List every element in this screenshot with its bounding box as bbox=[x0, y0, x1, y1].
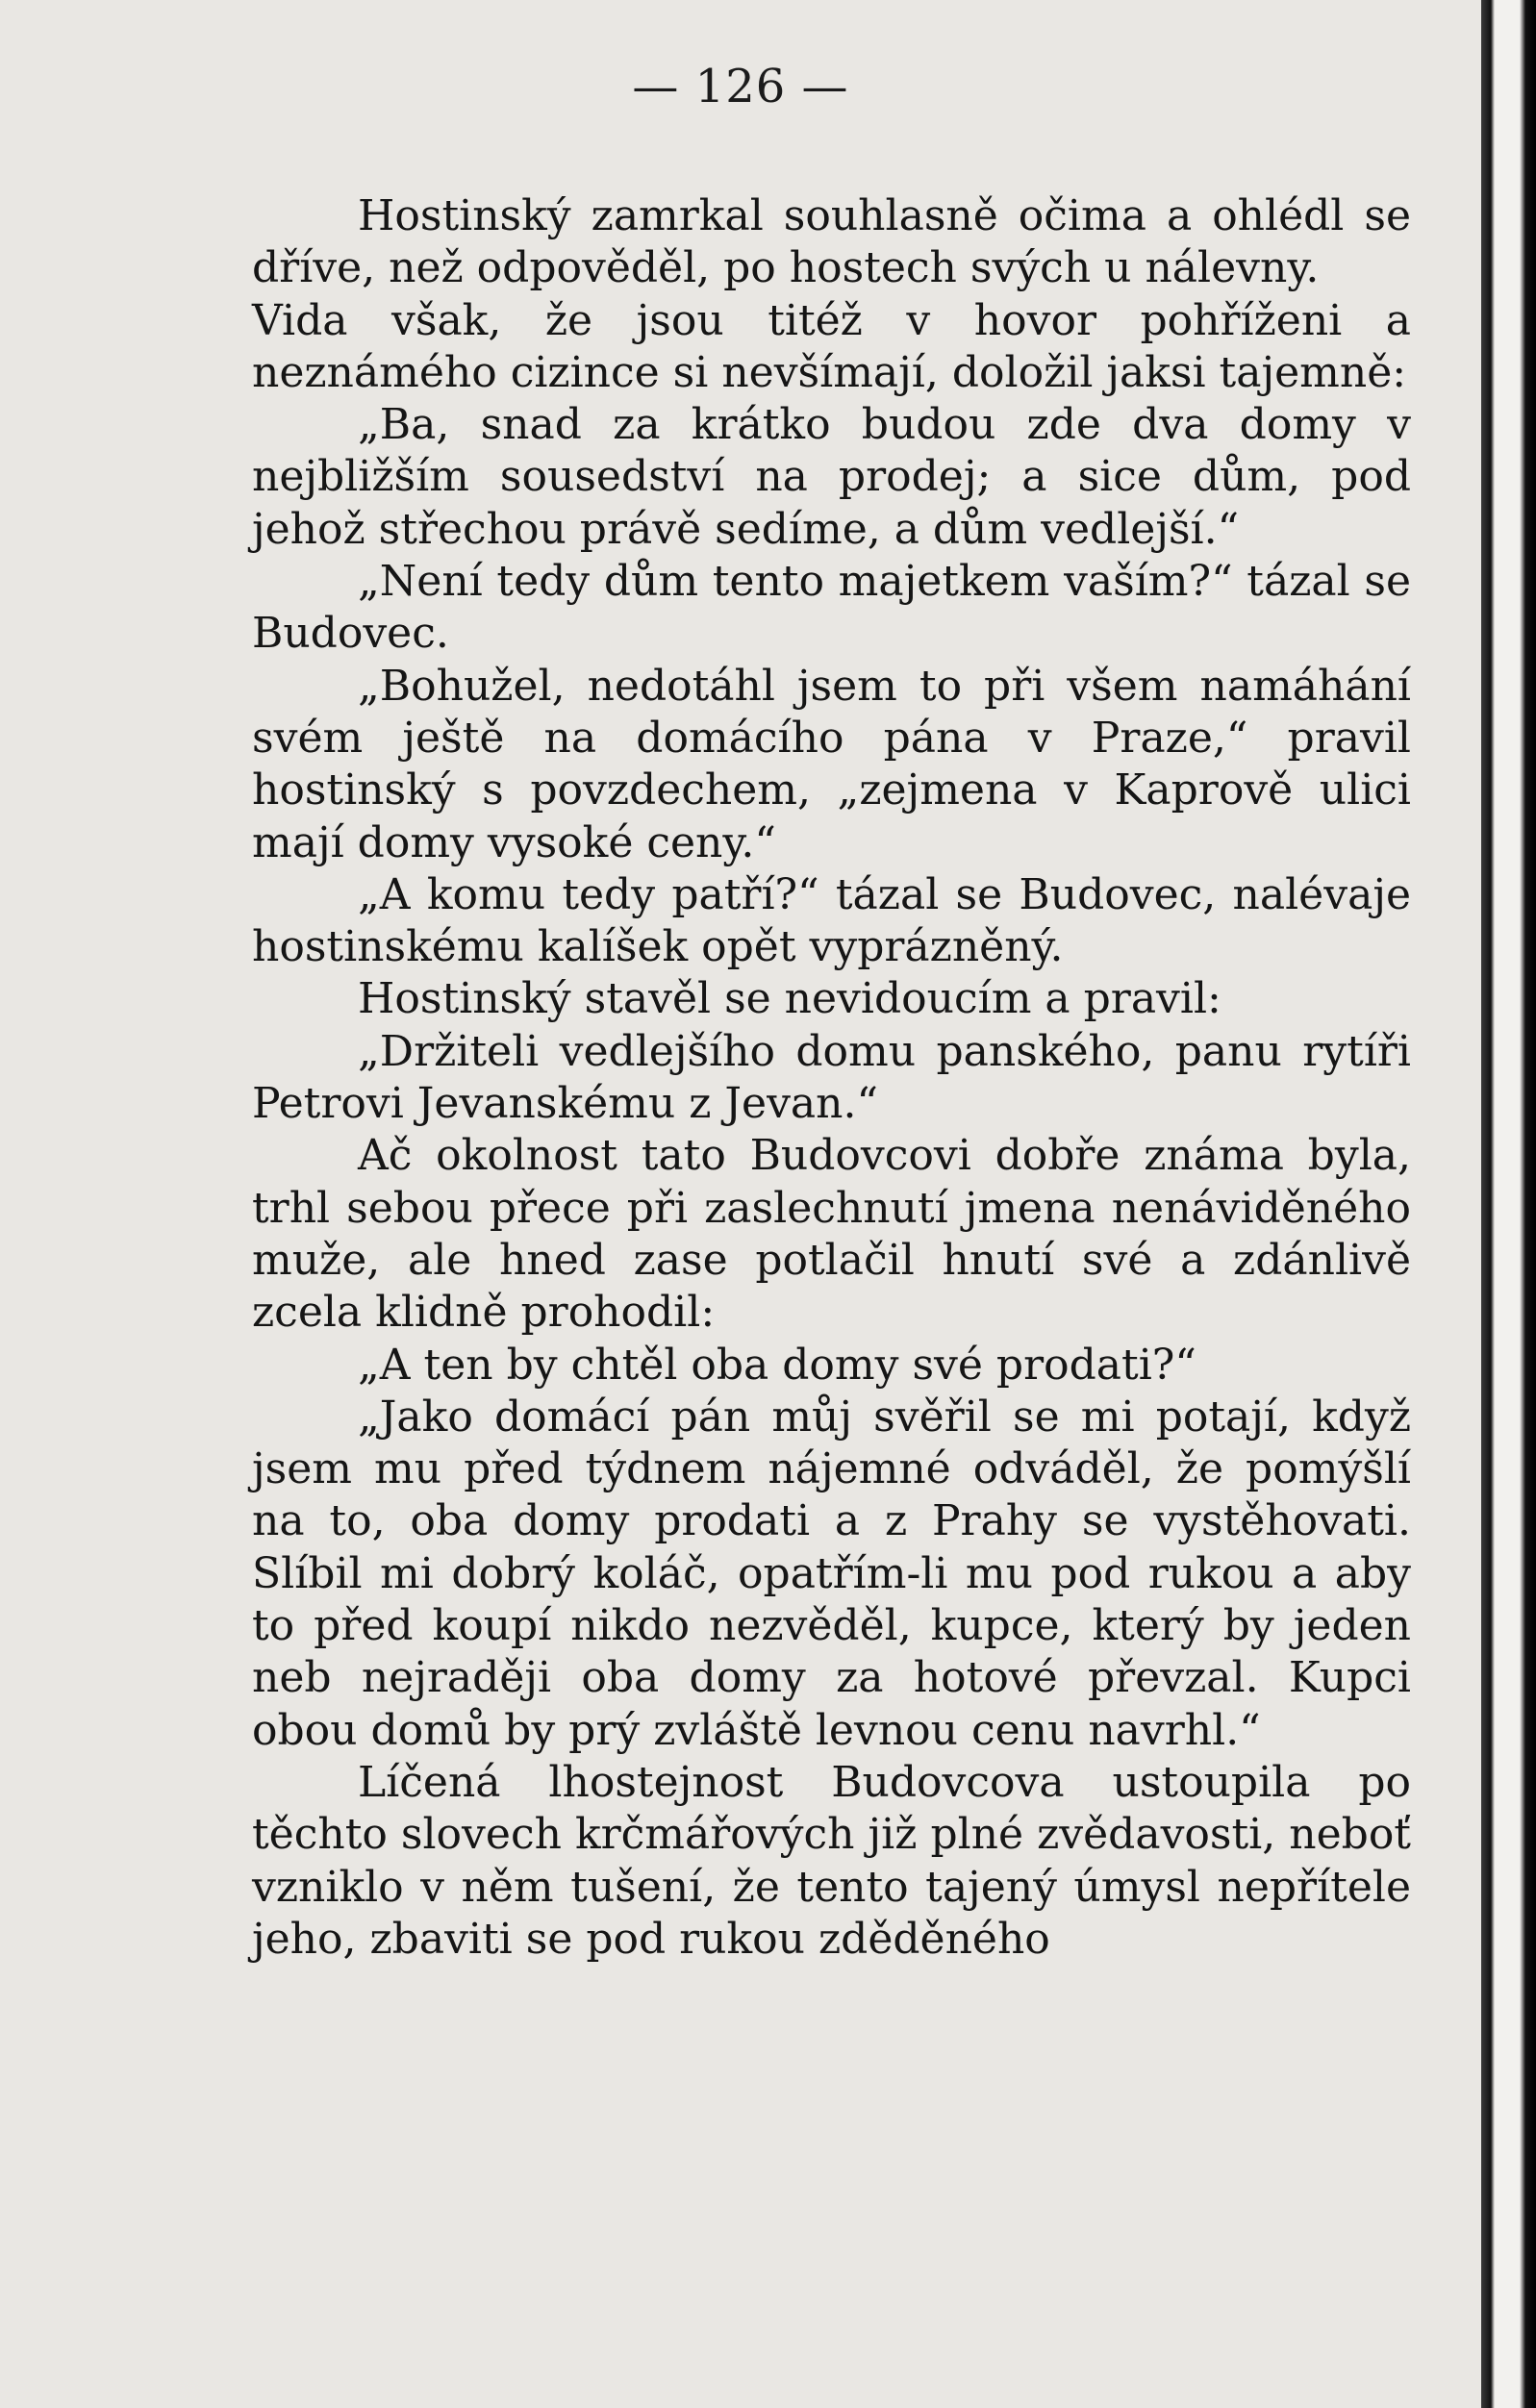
paragraph: „A ten by chtěl oba domy své prodati?“ bbox=[358, 1340, 1196, 1390]
page-number: — 126 — bbox=[632, 60, 849, 113]
paragraph: Ač okolnost tato Budovcovi dobře známa byla, trhl sebou přece při zaslechnutí jmena nenáviděného muže, ale hned zase potlačil hnutí své a zdánlivě zcela klidně prohodil: bbox=[252, 1131, 1411, 1338]
scan-edge bbox=[1481, 0, 1536, 2408]
paragraph: „Držiteli vedlejšího domu panského, panu rytíři Petrovi Jevanskému z Jevan.“ bbox=[252, 1026, 1411, 1129]
paragraph: „Ba, snad za krátko budou zde dva domy v nejbližším sousedství na prodej; a sice dům, pod jehož střechou právě sedíme, a dům vedlejší.“ bbox=[252, 400, 1411, 554]
paragraph: „Není tedy dům tento majetkem vaším?“ tázal se Budovec. bbox=[252, 557, 1411, 659]
paragraph: Hostinský stavěl se nevidoucím a pravil: bbox=[358, 974, 1221, 1024]
paragraph: Hostinský zamrkal souhlasně očima a ohlédl se dříve, než odpověděl, po hostech svých u nálevny. bbox=[252, 191, 1411, 293]
paragraph: Líčená lhostejnost Budovcova ustoupila po těchto slovech krčmářových již plné zvědavosti, neboť vzniklo v něm tušení, že tento tajený úmysl nepřítele jeho, zbaviti se pod rukou zděděného bbox=[252, 1757, 1411, 1964]
paragraph: „Jako domácí pán můj svěřil se mi potají, když jsem mu před týdnem nájemné odváděl, že pomýšlí na to, oba domy prodati a z Prahy se vystěhovati. Slíbil mi dobrý koláč, opatřím-li mu pod rukou a aby to před koupí nikdo nezvěděl, kupce, který by jeden neb nejraději oba domy za hotové převzal. Kupci obou domů by prý zvláště levnou cenu navrhl.“ bbox=[252, 1392, 1411, 1755]
paragraph: „Bohužel, nedotáhl jsem to při všem namáhání svém ještě na domácího pána v Praze,“ pravil hostinský s povzdechem, „zejmena v Kaprově ulici mají domy vysoké ceny.“ bbox=[252, 661, 1411, 867]
body-text bbox=[252, 190, 1411, 1966]
paragraph: „A komu tedy patří?“ tázal se Budovec, nalévaje hostinskému kalíšek opět vyprázněný. bbox=[252, 869, 1411, 972]
paragraph: Vida však, že jsou titéž v hovor pohříženi a neznámého cizince si nevšímají, doložil jaksi tajemně: bbox=[252, 295, 1411, 397]
